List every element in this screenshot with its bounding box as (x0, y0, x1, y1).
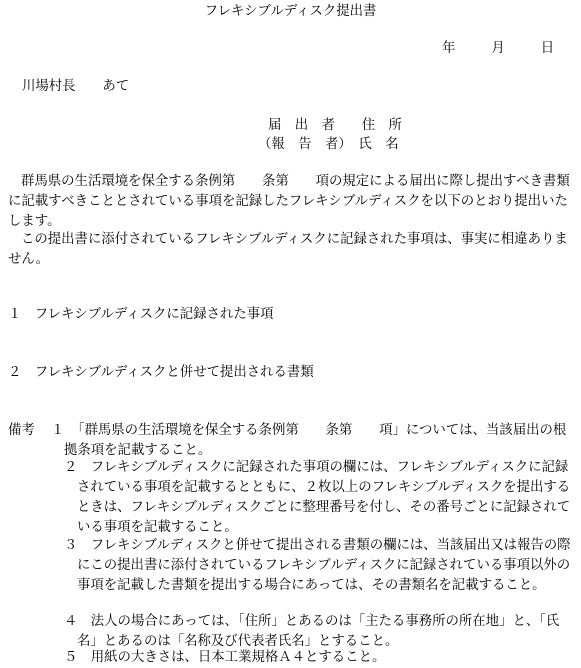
date-line (442, 39, 554, 59)
body-paragraph-2: この提出書に添付されているフレキシブルディスクに記録された事項は、事実に相違ありません。 (8, 232, 568, 267)
note-1: １ 「群馬県の生活環境を保全する条例第 条第 項」については、当該届出の根拠条項を記載すること。 (51, 423, 567, 458)
date-day: 日 (540, 41, 555, 56)
submitter-address-label: 届 出 者 住 所 (268, 118, 402, 133)
item-recorded-matters: １ フレキシブルディスクに記録された事項 (8, 307, 274, 322)
note-3: ３ フレキシブルディスクと併せて提出される書類の欄には、当該届出又は報告の際にこの提出書に添付されているフレキシブルディスクに記録されている事項以外の事項を記載した書類を提出する場合にあっては、その書類名を記載すること。 (64, 538, 571, 593)
notes-label: 備考 (8, 423, 35, 438)
note-4: ４ 法人の場合にあっては、「住所」とあるのは「主たる事務所の所在地」と、「氏名」とあるのは「名称及び代表者氏名」とすること。 (64, 614, 560, 649)
date-year: 年 (442, 41, 456, 56)
submitter-name-label: （報 告 者） 氏 名 (258, 137, 399, 152)
document-title: フレキシブルディスク提出書 (204, 4, 377, 19)
note-5: ５ 用紙の大きさは、日本工業規格Ａ４とすること。 (64, 650, 386, 665)
item-accompanying-documents: ２ フレキシブルディスクと併せて提出される書類 (8, 365, 314, 380)
addressee: 川場村長 あて (22, 79, 130, 94)
note-2: ２ フレキシブルディスクに記録された事項の欄には、フレキシブルディスクに記録されている事項を記載するとともに、２枚以上のフレキシブルディスクを提出するときは、フレキシブルディスクごとに整理番号を付し、その番号ごとに記録されている事項を記載すること。 (64, 460, 571, 535)
date-month: 月 (491, 41, 505, 56)
body-paragraph-1: 群馬県の生活環境を保全する条例第 条第 項の規定による届出に際し提出すべき書類に記載すべきこととされている事項を記録したフレキシブルディスクを以下のとおり提出いたします。 (8, 174, 570, 229)
